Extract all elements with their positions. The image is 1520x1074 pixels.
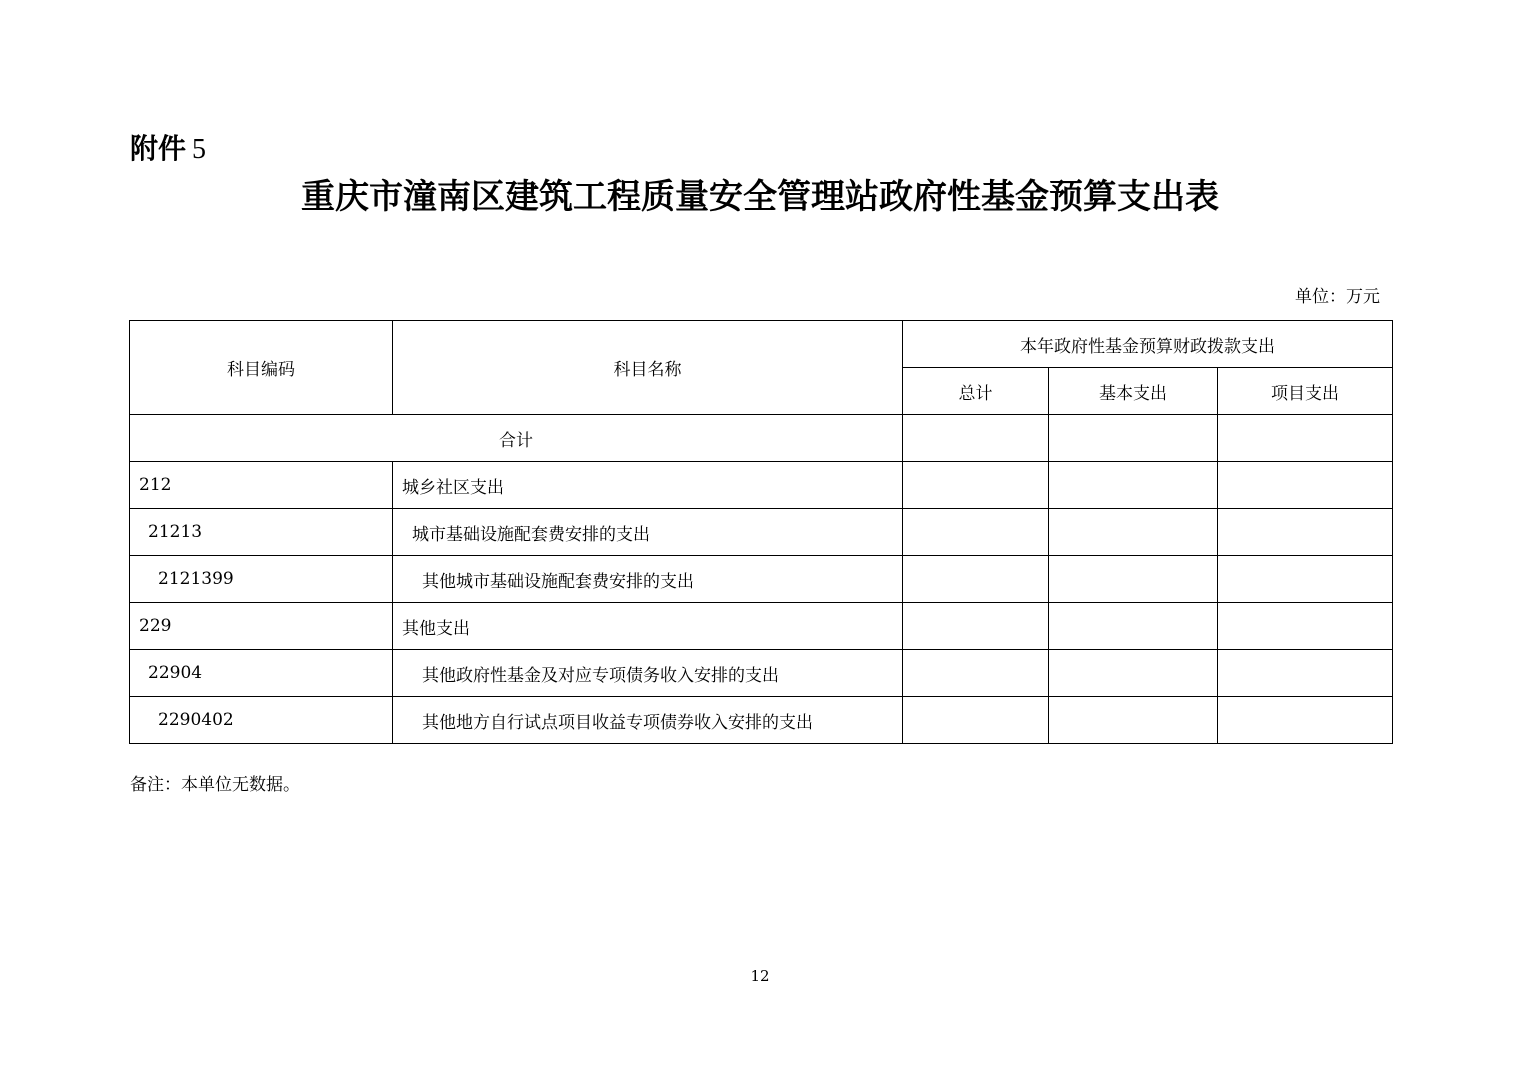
page-title: 重庆市潼南区建筑工程质量安全管理站政府性基金预算支出表	[301, 177, 1219, 217]
row-code: 2290402	[130, 697, 393, 744]
row-name: 其他支出	[393, 603, 903, 650]
row-code: 2121399	[130, 556, 393, 603]
table-row	[130, 603, 1393, 650]
row-basic-cell	[1049, 509, 1218, 556]
header-basic: 基本支出	[1049, 368, 1218, 415]
table-row	[130, 650, 1393, 697]
header-project: 项目支出	[1218, 368, 1393, 415]
header-group: 本年政府性基金预算财政拨款支出	[903, 321, 1393, 368]
row-total-cell	[903, 509, 1049, 556]
row-name: 其他政府性基金及对应专项债务收入安排的支出	[393, 650, 903, 697]
row-code: 229	[130, 603, 393, 650]
sum-total-cell	[903, 415, 1049, 462]
attachment-label	[130, 131, 206, 168]
header-total: 总计	[903, 368, 1049, 415]
row-total-cell	[903, 556, 1049, 603]
attachment-number: 5	[192, 134, 207, 165]
row-project-cell	[1218, 509, 1393, 556]
header-name: 科目名称	[393, 321, 903, 415]
header-code: 科目编码	[130, 321, 393, 415]
row-project-cell	[1218, 650, 1393, 697]
row-project-cell	[1218, 556, 1393, 603]
attachment-text: 附件	[130, 132, 187, 165]
budget-table	[129, 320, 1393, 744]
row-basic-cell	[1049, 697, 1218, 744]
sum-project-cell	[1218, 415, 1393, 462]
row-code: 21213	[130, 509, 393, 556]
row-project-cell	[1218, 697, 1393, 744]
row-project-cell	[1218, 462, 1393, 509]
table-row	[130, 556, 1393, 603]
row-code: 22904	[130, 650, 393, 697]
table-header-row	[130, 321, 1393, 368]
sum-label: 合计	[130, 415, 903, 462]
row-name: 其他地方自行试点项目收益专项债券收入安排的支出	[393, 697, 903, 744]
sum-basic-cell	[1049, 415, 1218, 462]
row-name: 城乡社区支出	[393, 462, 903, 509]
page-number: 12	[750, 967, 770, 985]
row-total-cell	[903, 462, 1049, 509]
row-name: 其他城市基础设施配套费安排的支出	[393, 556, 903, 603]
row-total-cell	[903, 697, 1049, 744]
row-basic-cell	[1049, 556, 1218, 603]
row-total-cell	[903, 650, 1049, 697]
row-basic-cell	[1049, 462, 1218, 509]
unit-label: 单位：万元	[1295, 287, 1380, 307]
row-basic-cell	[1049, 603, 1218, 650]
row-basic-cell	[1049, 650, 1218, 697]
row-code: 212	[130, 462, 393, 509]
table-sum-row	[130, 415, 1393, 462]
footnote: 备注：本单位无数据。	[130, 775, 300, 795]
row-name: 城市基础设施配套费安排的支出	[393, 509, 903, 556]
row-total-cell	[903, 603, 1049, 650]
table-row	[130, 697, 1393, 744]
table-row	[130, 509, 1393, 556]
row-project-cell	[1218, 603, 1393, 650]
table-row	[130, 462, 1393, 509]
